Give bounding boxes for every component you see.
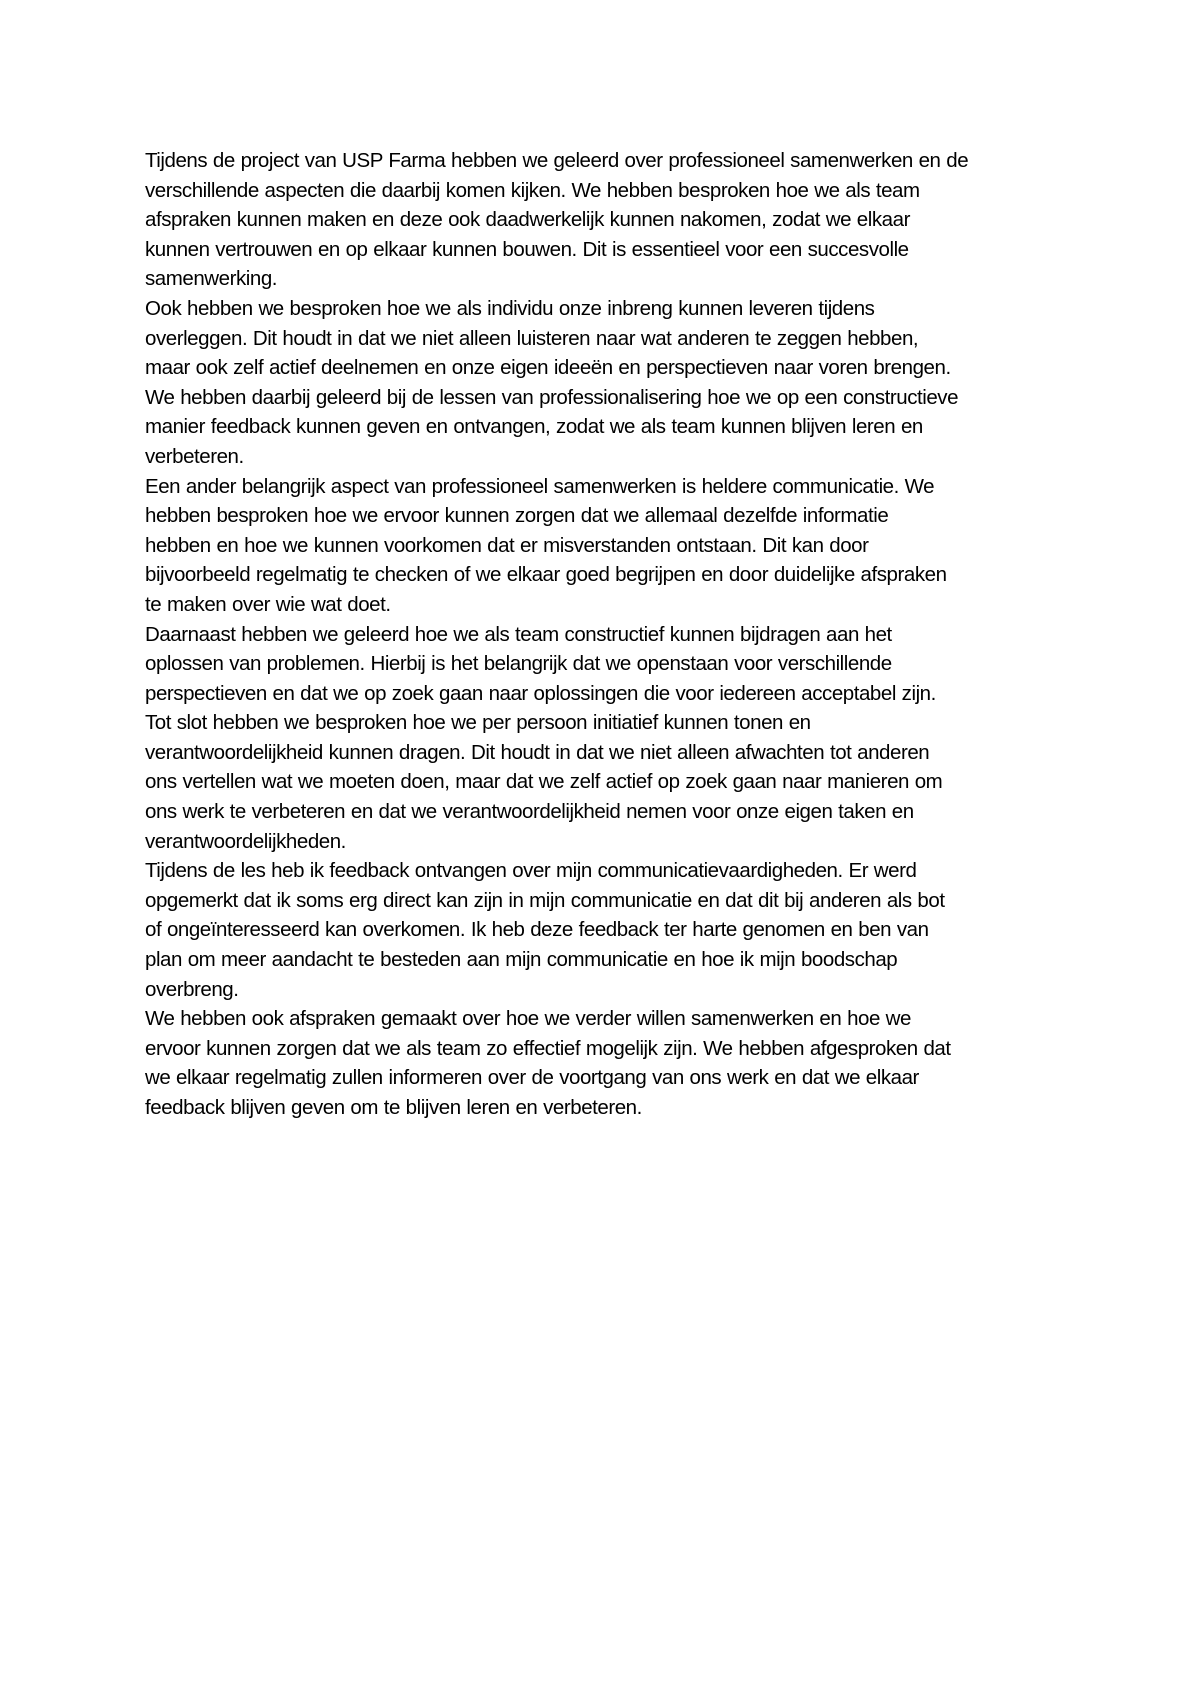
text-line: Daarnaast hebben we geleerd hoe we als team constructief kunnen bijdragen aan het [145,622,892,646]
text-line: plan om meer aandacht te besteden aan mijn communicatie en hoe ik mijn boodschap [145,948,898,972]
text-line: verantwoordelijkheden. [145,829,346,853]
text-line: opgemerkt dat ik soms erg direct kan zijn in mijn communicatie en dat dit bij anderen als bot [145,888,945,912]
text-line: hebben besproken hoe we ervoor kunnen zorgen dat we allemaal dezelfde informatie [145,504,889,528]
text-line: feedback blijven geven om te blijven leren en verbeteren. [145,1096,642,1119]
paragraph [145,294,1065,472]
text-line: Ook hebben we besproken hoe we als individu onze inbreng kunnen leveren tijdens [145,296,875,320]
paragraph [145,472,1065,620]
text-line: manier feedback kunnen geven en ontvangen, zodat we als team kunnen blijven leren en [145,415,923,439]
text-line: bijvoorbeeld regelmatig te checken of we elkaar goed begrijpen en door duidelijke afspraken [145,563,947,587]
text-line: ons werk te verbeteren en dat we verantwoordelijkheid nemen voor onze eigen taken en [145,800,914,824]
text-line: maar ook zelf actief deelnemen en onze eigen ideeën en perspectieven naar voren brengen. [145,356,951,380]
paragraph [145,146,1065,294]
text-line: overbreng. [145,977,239,1001]
text-line: we elkaar regelmatig zullen informeren over de voortgang van ons werk en dat we elkaar [145,1066,919,1090]
paragraph [145,1004,1065,1122]
text-line: ervoor kunnen zorgen dat we als team zo effectief mogelijk zijn. We hebben afgesproken dat [145,1036,951,1060]
text-line: perspectieven en dat we op zoek gaan naar oplossingen die voor iedereen acceptabel zijn. [145,681,936,705]
text-line: of ongeïnteresseerd kan overkomen. Ik heb deze feedback ter harte genomen en ben van [145,918,929,942]
text-line: hebben en hoe we kunnen voorkomen dat er misverstanden ontstaan. Dit kan door [145,533,869,557]
text-line: Tijdens de les heb ik feedback ontvangen over mijn communicatievaardigheden. Er werd [145,859,917,883]
text-line: verbeteren. [145,444,244,468]
text-line: Tijdens de project van USP Farma hebben we geleerd over professioneel samenwerken en de [145,149,969,172]
text-line: kunnen vertrouwen en op elkaar kunnen bouwen. Dit is essentieel voor een succesvolle [145,237,909,261]
paragraph [145,856,1065,1004]
text-line: verschillende aspecten die daarbij komen kijken. We hebben besproken hoe we als team [145,178,920,202]
text-line: We hebben ook afspraken gemaakt over hoe we verder willen samenwerken en hoe we [145,1007,911,1031]
text-line: oplossen van problemen. Hierbij is het belangrijk dat we openstaan voor verschillende [145,652,892,676]
text-line: Een ander belangrijk aspect van professioneel samenwerken is heldere communicatie. We [145,474,935,498]
text-line: te maken over wie wat doet. [145,592,391,616]
document-body [145,146,1065,1123]
paragraph [145,708,1065,856]
text-line: Tot slot hebben we besproken hoe we per persoon initiatief kunnen tonen en [145,711,811,735]
text-line: overleggen. Dit houdt in dat we niet alleen luisteren naar wat anderen te zeggen hebben, [145,326,919,350]
paragraph [145,620,1065,709]
text-line: We hebben daarbij geleerd bij de lessen van professionalisering hoe we op een constructieve [145,385,959,409]
text-line: verantwoordelijkheid kunnen dragen. Dit houdt in dat we niet alleen afwachten tot anderen [145,740,930,764]
text-line: ons vertellen wat we moeten doen, maar dat we zelf actief op zoek gaan naar manieren om [145,770,943,794]
text-line: afspraken kunnen maken en deze ook daadwerkelijk kunnen nakomen, zodat we elkaar [145,208,910,232]
text-line: samenwerking. [145,267,278,291]
